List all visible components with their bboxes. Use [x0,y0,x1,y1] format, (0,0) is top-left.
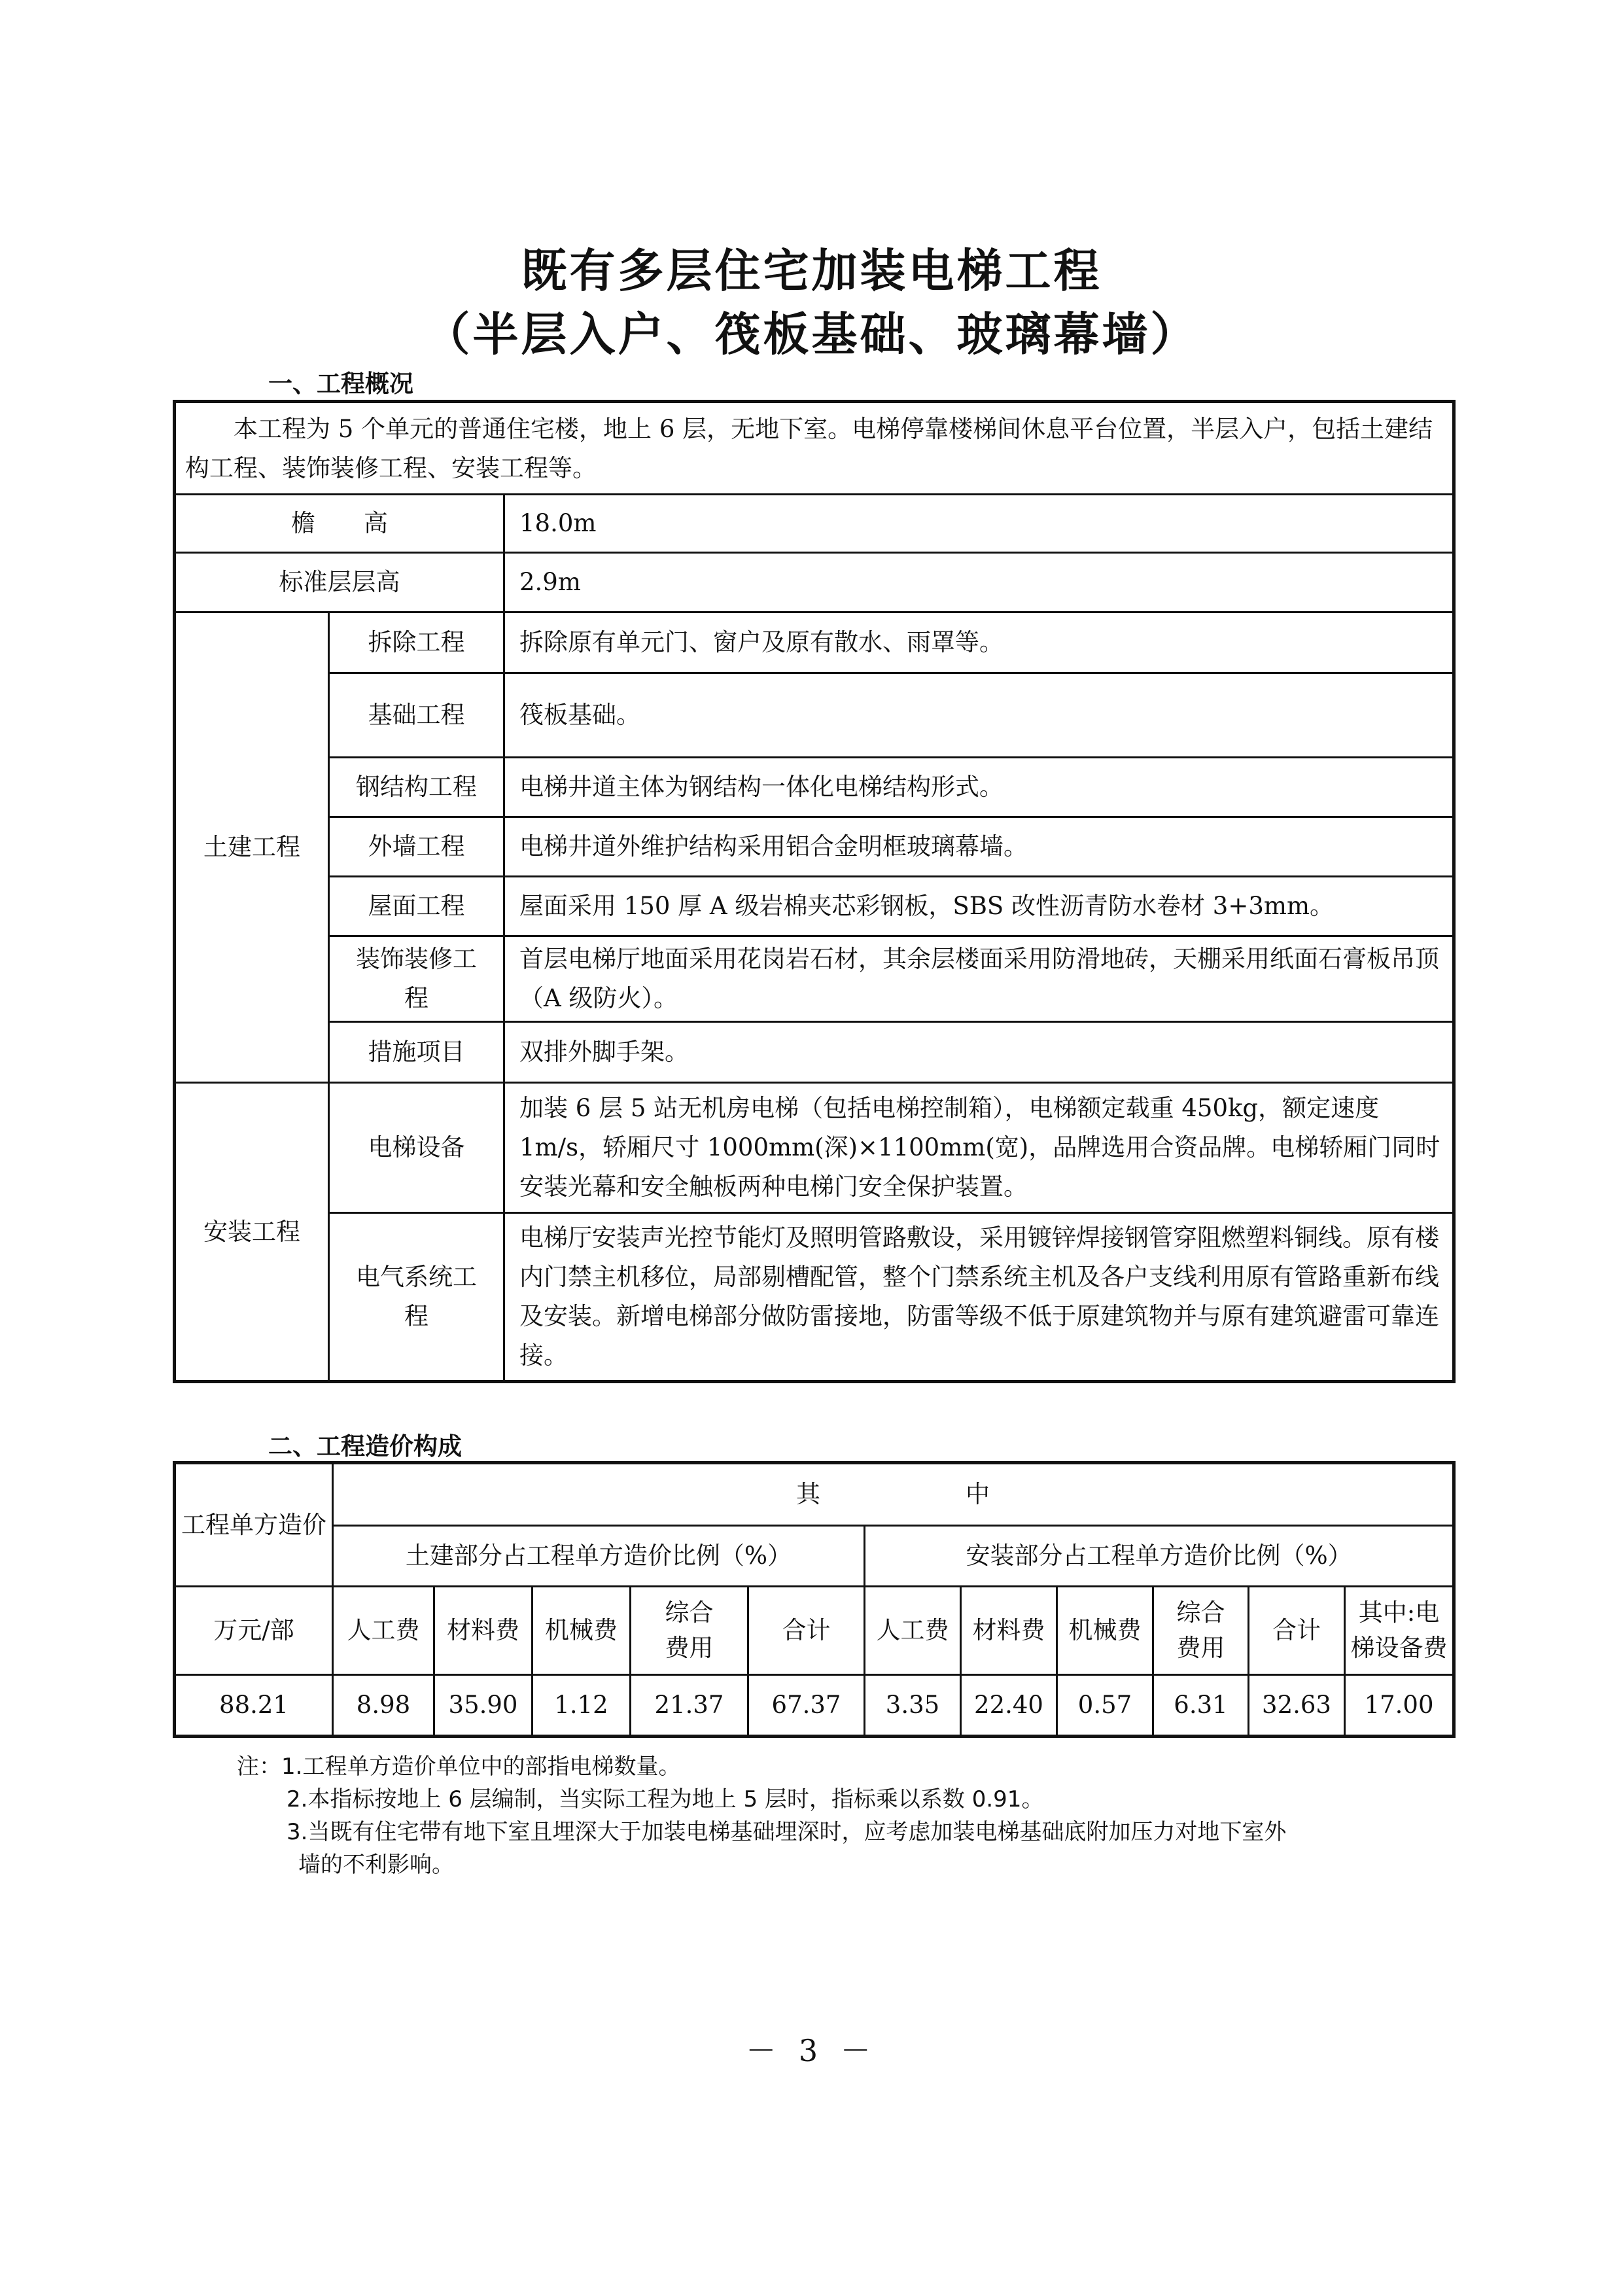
civil-item-name: 拆除工程 [329,612,504,673]
table-cell: 8.98 [333,1675,434,1737]
table-row [175,877,1454,936]
install-works-label: 安装工程 [175,1083,329,1382]
install-ratio-label: 安装部分占工程单方造价比例（%） [865,1526,1454,1587]
note-2: 2.本指标按地上 6 层编制，当实际工程为地上 5 层时，指标乘以系数 0.91。 [287,1786,1044,1812]
column-header: 材料费 [434,1587,532,1675]
table-row [175,1587,1454,1675]
table-row [175,1675,1454,1737]
note-3: 3.当既有住宅带有地下室且埋深大于加装电梯基础埋深时，应考虑加装电梯基础底附加压力对地下室外 [287,1819,1287,1845]
civil-item-desc: 筏板基础。 [504,673,1454,758]
unit-cost-label: 工程单方造价 [175,1463,333,1587]
column-header: 合计 [748,1587,865,1675]
page-title: 既有多层住宅加装电梯工程 [521,244,1102,298]
table-row [175,1526,1454,1587]
table-cell: 0.57 [1057,1675,1153,1737]
table-row [175,758,1454,817]
table-row [175,1213,1454,1382]
table-cell: 3.35 [865,1675,961,1737]
civil-ratio-label: 土建部分占工程单方造价比例（%） [333,1526,865,1587]
civil-item-desc: 电梯井道主体为钢结构一体化电梯结构形式。 [504,758,1454,817]
section-heading-overview: 一、工程概况 [268,370,413,398]
civil-item-desc: 拆除原有单元门、窗户及原有散水、雨罩等。 [504,612,1454,673]
table-cell: 35.90 [434,1675,532,1737]
column-header: 人工费 [865,1587,961,1675]
table-row [175,673,1454,758]
floor-height-value: 2.9m [504,553,1454,612]
column-header: 机械费 [1057,1587,1153,1675]
civil-item-name: 外墙工程 [329,817,504,877]
table-row [175,495,1454,553]
project-overview-table [173,400,1456,1383]
column-header: 综合费用 [631,1587,748,1675]
table-row [175,612,1454,673]
civil-item-name: 钢结构工程 [329,758,504,817]
table-cell: 32.63 [1249,1675,1345,1737]
install-item-desc: 电梯厅安装声光控节能灯及照明管路敷设，采用镀锌焊接钢管穿阻燃塑料铜线。原有楼内门禁主机移位，局部剔槽配管，整个门禁系统主机及各户支线利用原有管路重新布线及安装。新增电梯部分做防雷接地，防雷等级不低于原建筑物并与原有建筑避雷可靠连接。 [504,1213,1454,1382]
install-item-desc: 加装 6 层 5 站无机房电梯（包括电梯控制箱），电梯额定载重 450kg，额定速度 1m/s，轿厢尺寸 1000mm(深)×1100mm(宽)，品牌选用合资品牌。电梯轿厢门同时安装光幕和安全触板两种电梯门安全保护装置。 [504,1083,1454,1213]
section-heading-cost: 二、工程造价构成 [268,1432,462,1460]
table-cell: 21.37 [631,1675,748,1737]
unit-cost-value: 88.21 [175,1675,333,1737]
civil-item-name: 装饰装修工程 [329,936,504,1022]
table-row [175,1463,1454,1526]
page-number: － 3 － [746,2033,877,2068]
column-header: 其中:电梯设备费 [1345,1587,1454,1675]
civil-item-name: 屋面工程 [329,877,504,936]
table-cell: 67.37 [748,1675,865,1737]
among-label: 其 中 [333,1463,1454,1526]
floor-height-label: 标准层层高 [175,553,504,612]
civil-item-desc: 首层电梯厅地面采用花岗岩石材，其余层楼面采用防滑地砖，天棚采用纸面石膏板吊顶（A 级防火）。 [504,936,1454,1022]
column-header: 人工费 [333,1587,434,1675]
table-cell: 6.31 [1153,1675,1249,1737]
table-row [175,817,1454,877]
table-row [175,936,1454,1022]
civil-item-desc: 双排外脚手架。 [504,1022,1454,1083]
eave-height-label: 檐 高 [175,495,504,553]
page-subtitle: （半层入户、筏板基础、玻璃幕墙） [424,308,1199,361]
note-1: 注：1.工程单方造价单位中的部指电梯数量。 [237,1754,681,1780]
table-row [175,1022,1454,1083]
cost-composition-table [173,1461,1456,1738]
column-header: 综合费用 [1153,1587,1249,1675]
table-cell: 17.00 [1345,1675,1454,1737]
install-item-name: 电梯设备 [329,1083,504,1213]
project-intro: 本工程为 5 个单元的普通住宅楼，地上 6 层，无地下室。电梯停靠楼梯间休息平台位置，半层入户，包括土建结构工程、装饰装修工程、安装工程等。 [175,402,1454,495]
civil-item-desc: 电梯井道外维护结构采用铝合金明框玻璃幕墙。 [504,817,1454,877]
table-row [175,553,1454,612]
civil-works-label: 土建工程 [175,612,329,1083]
table-row [175,402,1454,495]
table-cell: 1.12 [532,1675,631,1737]
civil-item-name: 基础工程 [329,673,504,758]
notes [237,1750,1286,1881]
column-header: 合计 [1249,1587,1345,1675]
note-3-continued: 墙的不利影响。 [298,1852,454,1878]
column-header: 机械费 [532,1587,631,1675]
unit-label: 万元/部 [175,1587,333,1675]
install-item-name: 电气系统工程 [329,1213,504,1382]
column-header: 材料费 [961,1587,1057,1675]
civil-item-desc: 屋面采用 150 厚 A 级岩棉夹芯彩钢板，SBS 改性沥青防水卷材 3+3mm。 [504,877,1454,936]
table-cell: 22.40 [961,1675,1057,1737]
eave-height-value: 18.0m [504,495,1454,553]
table-row [175,1083,1454,1213]
civil-item-name: 措施项目 [329,1022,504,1083]
